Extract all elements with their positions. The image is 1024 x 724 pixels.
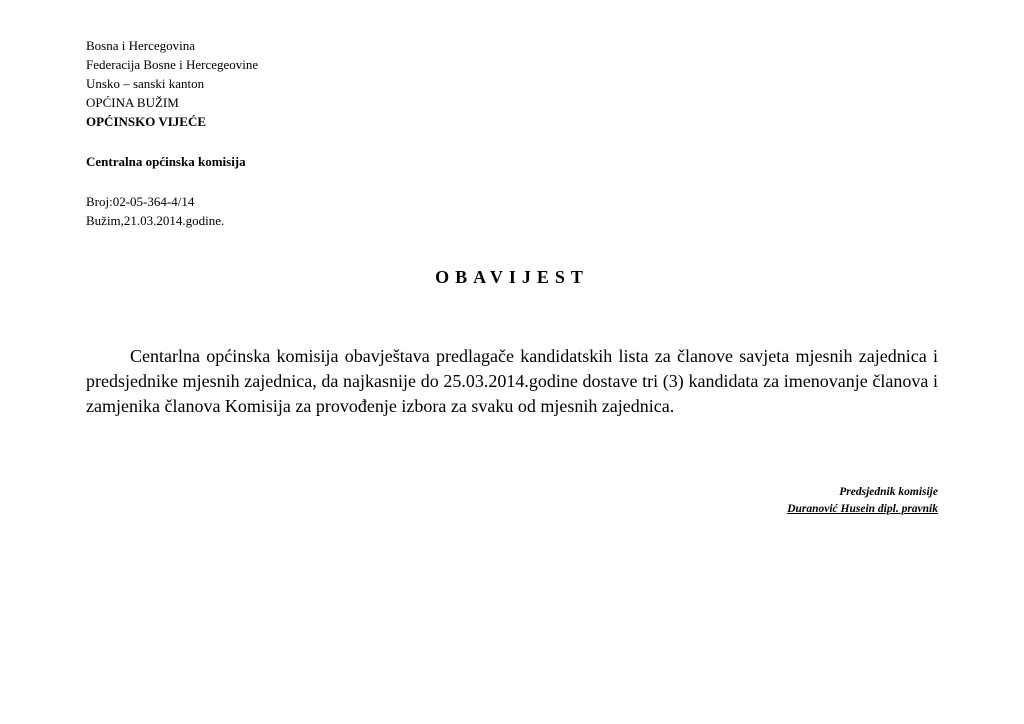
council-line: OPĆINSKO VIJEĆE — [86, 114, 207, 129]
canton-line: Unsko – sanski kanton — [86, 76, 205, 91]
signature-name: Duranović Husein dipl. pravnik — [787, 503, 938, 515]
municipality-line: OPĆINA BUŽIM — [86, 95, 179, 110]
federation-line: Federacija Bosne i Hercegeovine — [86, 57, 259, 72]
country-line: Bosna i Hercegovina — [86, 38, 196, 53]
reference-block — [86, 192, 224, 230]
notice-body: Centarlna općinska komisija obavještava predlagače kandidatskih lista za članove savjeta mjesnih zajednica i predsjednike mjesnih zajednica, da najkasnije do 25.03.2014.godine dostave tri (3) kandidata za imenovanje članova i zamjenika članova Komisija za provođenje izbora za svaku od mjesnih zajednica. — [86, 346, 938, 416]
document-title: OBAVIJEST — [435, 267, 589, 287]
signature-role: Predsjednik komisije — [839, 486, 938, 498]
commission-name: Centralna općinska komisija — [86, 154, 246, 169]
place-date: Bužim,21.03.2014.godine. — [86, 213, 225, 228]
reference-number: Broj:02-05-364-4/14 — [86, 194, 195, 209]
signature-block — [779, 484, 938, 518]
letterhead — [86, 36, 258, 131]
